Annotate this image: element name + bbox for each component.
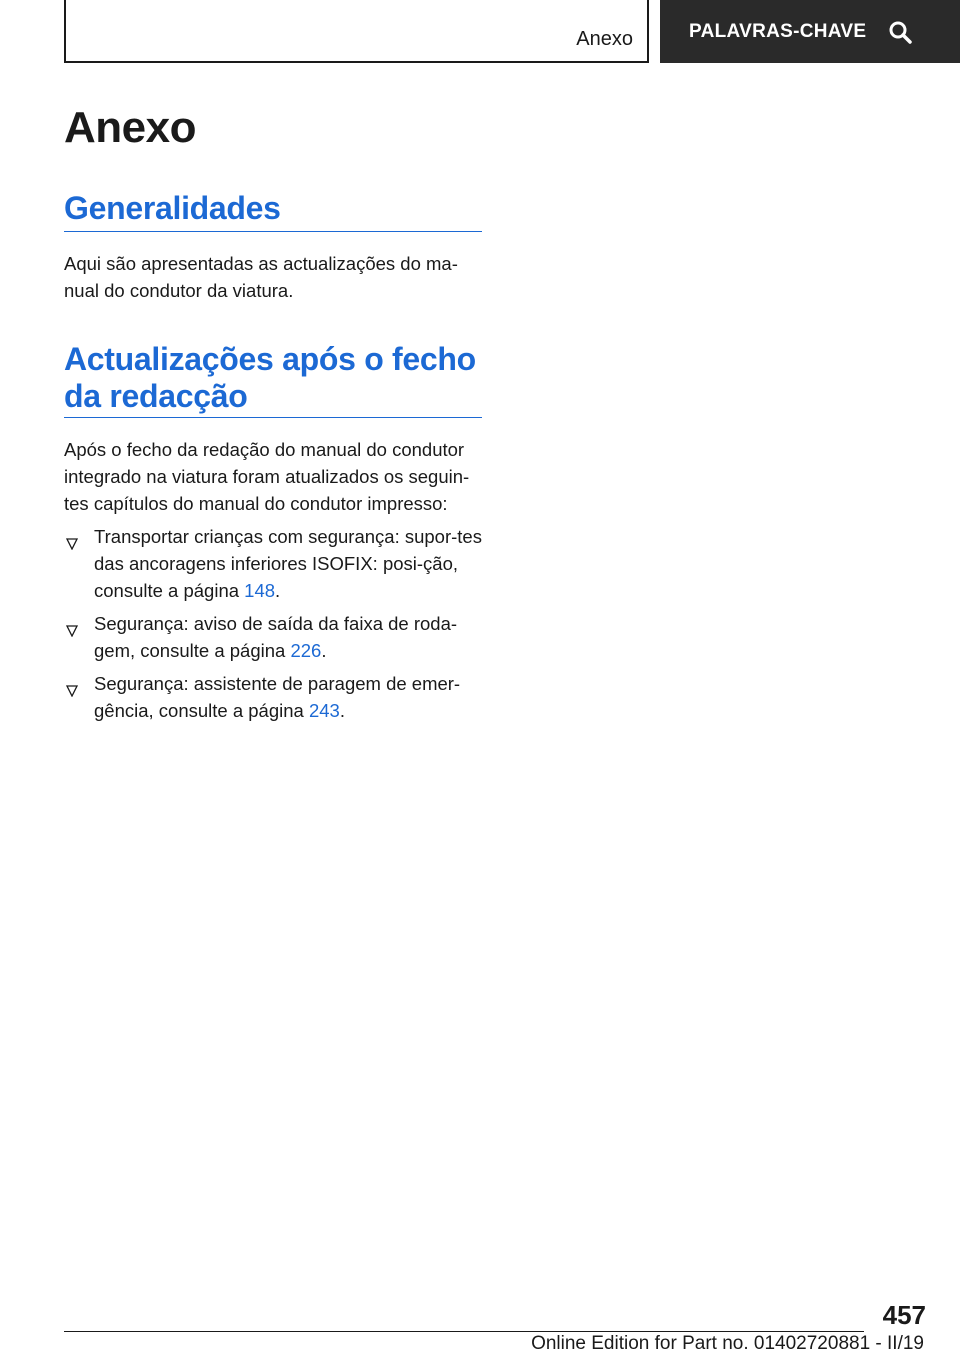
section-paragraph-generalidades: Aqui são apresentadas as actualizações do ma-nual do condutor da viatura. <box>64 253 458 301</box>
list-item-suffix: . <box>275 580 281 601</box>
triangle-bullet-icon <box>66 677 78 689</box>
footer-edition-text: Online Edition for Part no. 01402720881 - II/19 <box>531 1333 924 1354</box>
triangle-bullet-icon <box>66 617 78 629</box>
header-section-label: Anexo <box>576 28 633 50</box>
footer-divider <box>64 1331 864 1332</box>
list-item-suffix: . <box>321 640 327 661</box>
header-section-tab <box>64 0 649 63</box>
keywords-button-label: PALAVRAS-CHAVE <box>689 20 867 42</box>
update-list <box>64 523 482 724</box>
section-heading-generalidades: Generalidades <box>64 190 482 232</box>
page-link[interactable]: 243 <box>308 700 340 721</box>
list-item-suffix: . <box>339 700 345 721</box>
section-paragraph-actualizacoes: Após o fecho da redação do manual do condutor integrado na viatura foram atualizados os seguin-tes capítulos do manual do condutor impresso: <box>64 439 470 514</box>
section-heading-actualizacoes: Actualizações após o fecho da redacção <box>64 341 482 418</box>
list-item <box>64 523 482 604</box>
page-number: 457 <box>882 1300 926 1330</box>
main-content <box>64 100 482 730</box>
triangle-bullet-icon <box>66 530 78 542</box>
list-item-text: Transportar crianças com segurança: supor-tes das ancoragens inferiores ISOFIX: posi-ção, consulte a página <box>94 526 482 601</box>
keywords-button[interactable] <box>660 0 960 63</box>
page-link[interactable]: 148 <box>244 580 276 601</box>
page-link[interactable]: 226 <box>290 640 322 661</box>
list-item-text: Segurança: assistente de paragem de emer-gência, consulte a página <box>94 673 461 721</box>
page-title: Anexo <box>64 103 196 152</box>
list-item-text: Segurança: aviso de saída da faixa de roda-gem, consulte a página <box>94 613 458 661</box>
list-item <box>64 670 482 724</box>
list-item <box>64 610 482 664</box>
search-icon <box>888 20 912 44</box>
